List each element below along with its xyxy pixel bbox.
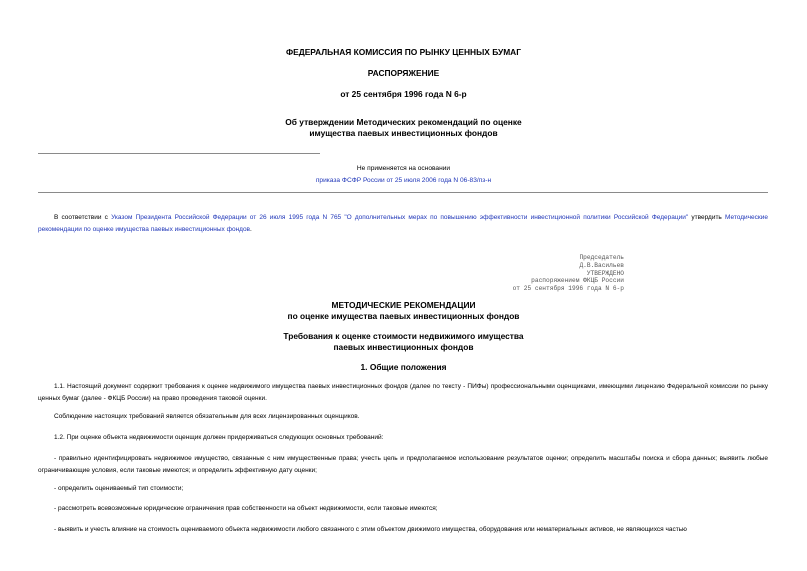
doc-title-line2: имущества паевых инвестиционных фондов — [309, 128, 498, 138]
signature-block — [464, 254, 624, 293]
signature-line: распоряжением ФКЦБ России — [531, 277, 624, 285]
full-divider — [38, 192, 768, 193]
requirements-title-line1: Требования к оценке стоимости недвижимого имущества — [283, 331, 524, 341]
decree-link[interactable]: Указом Президента Российской Федерации от 26 июля 1995 года N 765 "О дополнительных мерах по повышению эффективности инвестиционной политики Российской Федерации" — [111, 214, 689, 221]
status-text: Не применяется на основании — [356, 165, 451, 172]
methodology-link[interactable]: Методические рекомендации по оценке имущества паевых инвестиционных фондов — [38, 214, 769, 233]
section-heading: 1. Общие положения — [360, 362, 447, 372]
signature-line: от 25 сентября 1996 года N 6-р — [512, 285, 624, 293]
doc-title-line1: Об утверждении Методических рекомендаций по оценке — [285, 117, 522, 127]
status-link[interactable]: приказа ФСФР России от 25 июля 2006 года N 06-83/пз-н — [315, 177, 492, 184]
signature-line: УТВЕРЖДЕНО — [586, 269, 624, 277]
doc-type: РАСПОРЯЖЕНИЕ — [367, 68, 440, 78]
intro-paragraph — [38, 212, 768, 235]
paragraph: - определить оцениваемый тип стоимости; — [54, 485, 184, 492]
intro-prefix: В соответствии с — [54, 214, 112, 221]
requirements-title-line2: паевых инвестиционных фондов — [333, 342, 474, 352]
intro-middle: утвердить — [688, 214, 725, 221]
methodology-title: МЕТОДИЧЕСКИЕ РЕКОМЕНДАЦИИ — [331, 300, 476, 310]
paragraph: - рассмотреть всевозможные юридические ограничения прав собственности на объект недвижимости, если таковые имеются; — [54, 505, 438, 512]
signature-line: Д.В.Васильев — [579, 261, 624, 269]
paragraph: - правильно идентифицировать недвижимое имущество, связанные с ним имущественные права; учесть цель и предполагаемое использование результатов оценки; определить масштабы поиска и сбора данных; выявить любые ограничивающие условия, если таковые имеются; и определить эффективную дату оценки; — [38, 455, 768, 474]
org-name: ФЕДЕРАЛЬНАЯ КОМИССИЯ ПО РЫНКУ ЦЕННЫХ БУМАГ — [286, 47, 521, 57]
short-divider — [38, 153, 320, 154]
paragraph: 1.1. Настоящий документ содержит требования к оценке недвижимого имущества паевых инвестиционных фондов (далее по тексту - ПИФы) профессиональными оценщиками, имеющими лицензию Федеральной комиссии по рынку ценных бумаг (далее - ФКЦБ России) на право проведения таковой оценки. — [38, 383, 768, 402]
signature-line: Председатель — [579, 254, 624, 261]
paragraph: - выявить и учесть влияние на стоимость оцениваемого объекта недвижимости любого связанного с этим объектом движимого имущества, оборудования или нематериальных активов, не являющихся частью — [54, 526, 687, 533]
doc-date: от 25 сентября 1996 года N 6-р — [340, 89, 467, 99]
paragraph: 1.2. При оценке объекта недвижимости оценщик должен придерживаться следующих основных требований: — [54, 434, 384, 441]
intro-suffix: . — [250, 225, 252, 233]
methodology-subtitle: по оценке имущества паевых инвестиционных фондов — [287, 311, 520, 321]
paragraph: Соблюдение настоящих требований является обязательным для всех лицензированных оценщиков. — [54, 413, 360, 420]
